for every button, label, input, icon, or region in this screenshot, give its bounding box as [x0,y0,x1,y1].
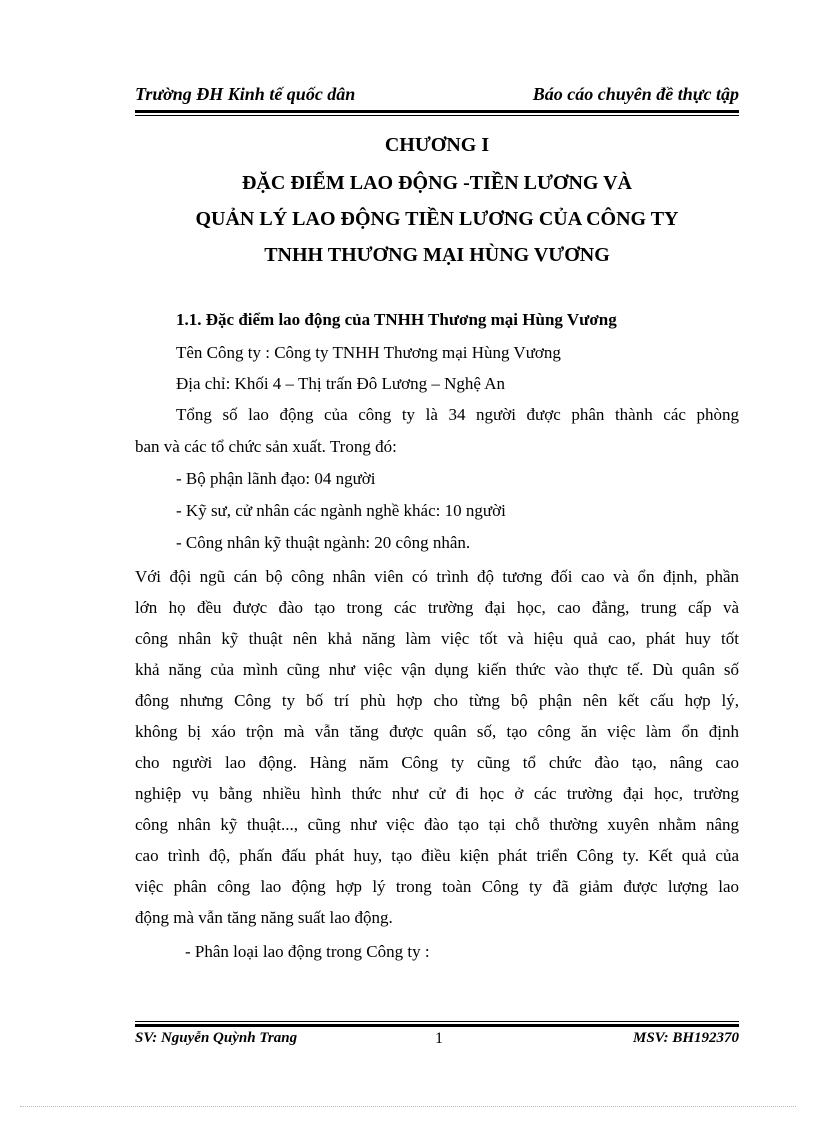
paragraph-line: khả năng của mình cũng như việc vận dụng kiến thức vào thực tế. Dù quân số [135,660,739,679]
chapter-title-line-3: TNHH THƯƠNG MẠI HÙNG VƯƠNG [264,244,610,266]
footer-student-name: SV: Nguyễn Quỳnh Trang [135,1030,298,1046]
page-header [135,84,739,108]
page-bottom-divider [20,1106,796,1107]
company-address-line: Địa chỉ: Khối 4 – Thị trấn Đô Lương – Nghệ An [176,374,506,393]
paragraph-line: không bị xáo trộn mà vẫn tăng được quân số, tạo công ăn việc làm ổn định [135,722,739,741]
paragraph-line: động mà vẫn tăng năng suất lao động. [135,908,393,927]
list-item: - Bộ phận lãnh đạo: 04 người [176,469,376,488]
paragraph-line: cao trình độ, phấn đấu phát huy, tạo điều kiện phát triển Công ty. Kết quả của [135,846,739,865]
page-number: 1 [435,1030,443,1047]
chapter-title-line-1: ĐẶC ĐIỂM LAO ĐỘNG -TIỀN LƯƠNG VÀ [241,172,633,194]
footer-rule-thin [135,1021,739,1022]
paragraph-line: lớn họ đều được đào tạo trong các trường đại học, cao đẳng, trung cấp và [135,598,739,617]
workforce-total-line-2: ban và các tổ chức sản xuất. Trong đó: [135,437,397,456]
section-heading: 1.1. Đặc điểm lao động của TNHH Thương mại Hùng Vương [176,310,617,329]
paragraph-line: đông nhưng Công ty bố trí phù hợp cho từng bộ phận nên kết cấu hợp lý, [135,691,739,710]
list-item: - Kỹ sư, cử nhân các ngành nghề khác: 10 người [176,501,506,520]
header-rule-thin [135,115,739,116]
paragraph-line: Với đội ngũ cán bộ công nhân viên có trình độ tương đối cao và ổn định, phần [135,567,739,586]
chapter-title-line-2: QUẢN LÝ LAO ĐỘNG TIỀN LƯƠNG CỦA CÔNG TY [195,208,679,230]
paragraph-line: việc phân công lao động hợp lý trong toàn Công ty đã giảm được lượng lao [135,877,739,896]
chapter-number: CHƯƠNG I [384,134,490,156]
paragraph-line: nghiệp vụ bằng nhiều hình thức như cử đi học ở các trường đại học, trường [135,784,739,803]
paragraph-line: công nhân kỹ thuật nên khả năng làm việc tốt và hiệu quả cao, phát huy tốt [135,629,739,648]
footer-student-id: MSV: BH192370 [633,1030,739,1046]
footer-rule-thick [135,1024,739,1027]
header-rule-thick [135,110,739,113]
classification-line: - Phân loại lao động trong Công ty : [185,942,430,961]
list-item: - Công nhân kỹ thuật ngành: 20 công nhân. [176,533,471,552]
page-footer [135,1030,739,1052]
header-university: Trường ĐH Kinh tế quốc dân [135,84,356,104]
company-name-line: Tên Công ty : Công ty TNHH Thương mại Hùng Vương [176,343,561,362]
header-report-type: Báo cáo chuyên đề thực tập [532,84,739,104]
paragraph-line: công nhân kỹ thuật..., cũng như việc đào tạo tại chỗ thường xuyên nhằm nâng [135,815,739,834]
workforce-total-line-1: Tổng số lao động của công ty là 34 người được phân thành các phòng [176,405,739,424]
paragraph-line: cho người lao động. Hàng năm Công ty cũng tổ chức đào tạo, nâng cao [135,753,739,772]
